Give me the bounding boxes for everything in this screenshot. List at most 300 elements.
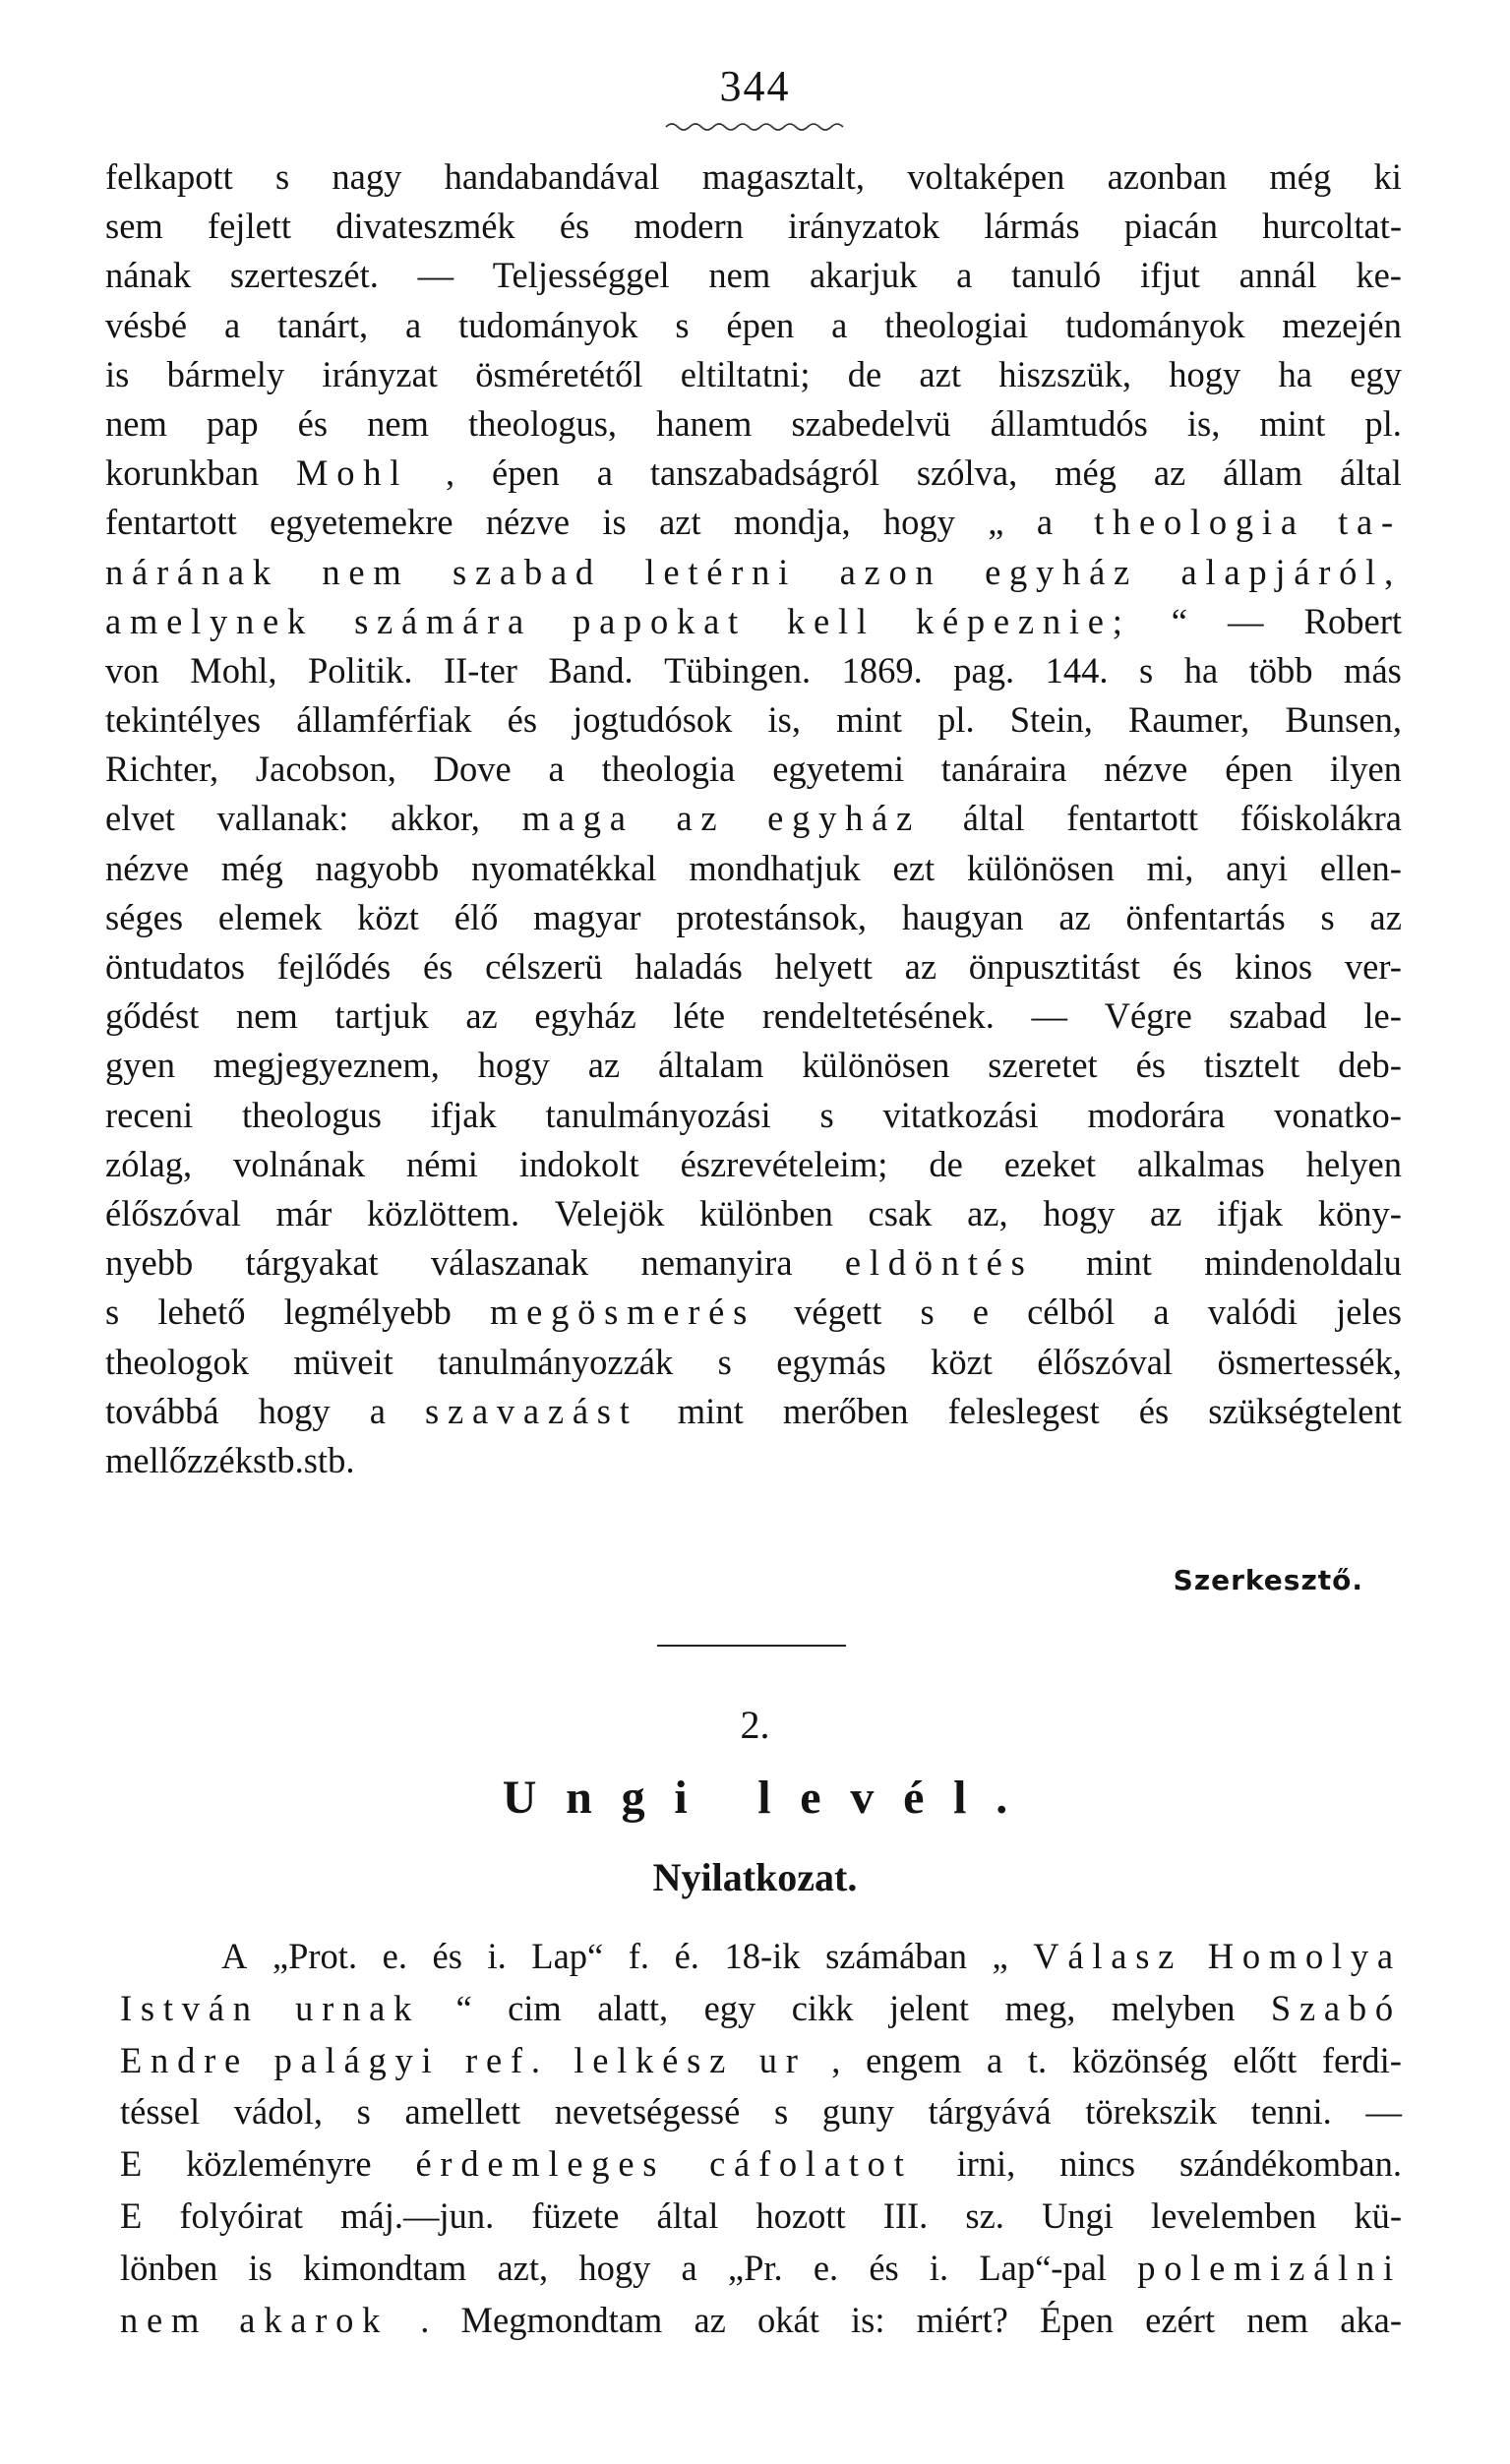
text-word: azon	[839, 551, 942, 592]
text-word: palágyi	[273, 2039, 441, 2080]
text-word: megösmerés	[490, 1292, 756, 1333]
text-word: a	[987, 2039, 1003, 2080]
text-word: előtt	[1233, 2039, 1298, 2080]
text-word: tartjuk	[334, 995, 429, 1037]
text-line	[105, 449, 1402, 498]
text-word: s	[675, 304, 690, 345]
text-word: é.	[674, 1936, 699, 1976]
text-word: irányzatok	[788, 206, 940, 247]
text-word: de	[847, 353, 882, 394]
text-word: élő	[453, 896, 499, 937]
text-word: tanuló	[1011, 255, 1102, 296]
text-word: le-	[1363, 995, 1402, 1037]
text-word: protestánsok,	[676, 896, 868, 937]
text-word: feleslegest	[947, 1390, 1100, 1431]
text-word: azonban	[1107, 156, 1228, 197]
text-word: haugyan	[901, 896, 1024, 937]
text-word: tudományok	[1064, 304, 1245, 345]
text-word: .	[420, 2299, 430, 2340]
section-subtitle: Nyilatkozat.	[652, 1855, 858, 1899]
text-word: tekintélyes	[105, 699, 262, 741]
text-word: “	[1171, 600, 1187, 641]
text-line	[105, 745, 1402, 794]
text-word: az,	[967, 1192, 1008, 1233]
text-word: ezeket	[1003, 1143, 1096, 1184]
text-word: más	[1344, 649, 1402, 691]
text-word: egyház	[985, 551, 1138, 592]
text-word: ilyen	[1329, 749, 1402, 790]
text-line	[105, 695, 1402, 745]
text-word: egy	[703, 1987, 756, 2028]
text-word: számára	[354, 600, 532, 641]
text-word: alapjáról,	[1180, 551, 1402, 592]
text-word: a	[369, 1390, 386, 1431]
text-word: egyház	[767, 798, 922, 839]
text-word: legmélyebb	[283, 1292, 452, 1333]
text-word: közönség	[1071, 2039, 1208, 2080]
text-word: Teljességgel	[492, 255, 670, 296]
text-word: tenni.	[1250, 2091, 1332, 2133]
text-word: ezért	[1145, 2299, 1216, 2340]
text-line	[105, 1288, 1402, 1337]
text-word: léte	[673, 995, 726, 1037]
text-word: tanárt,	[276, 304, 369, 345]
text-word: szerteszét.	[229, 255, 379, 296]
text-line	[120, 2191, 1402, 2243]
text-word: pap	[206, 402, 259, 444]
text-word: theologia	[1094, 502, 1305, 543]
text-word: az	[1153, 452, 1186, 494]
section-divider	[657, 1645, 846, 1647]
text-line	[105, 498, 1402, 547]
text-word: ellen-	[1319, 847, 1402, 888]
text-line	[105, 1140, 1402, 1189]
text-word: tanáraira	[940, 749, 1067, 790]
text-word: célszerü	[485, 946, 603, 987]
text-word: 1869.	[841, 649, 923, 691]
text-word: t.	[1027, 2039, 1048, 2080]
text-line	[105, 844, 1402, 893]
text-word: mi,	[1146, 847, 1194, 888]
text-word: azt,	[497, 2247, 549, 2288]
text-word: nyomatékkal	[471, 847, 657, 888]
text-line	[105, 992, 1402, 1041]
text-word: cim	[508, 1987, 562, 2028]
text-word: mindenoldalu	[1204, 1242, 1402, 1284]
text-word: szükségtelent	[1208, 1390, 1402, 1431]
text-word: elvet	[105, 798, 175, 839]
text-line	[105, 1189, 1402, 1238]
text-word: modorára	[1087, 1094, 1226, 1135]
text-word: stb.	[303, 1439, 355, 1480]
text-word: a	[223, 304, 241, 345]
text-word: maga	[521, 798, 634, 839]
text-word: cáfolatot	[709, 2143, 913, 2185]
text-word: is,	[767, 699, 801, 741]
text-word: amellett	[404, 2091, 521, 2133]
text-word: e.	[382, 1936, 407, 1976]
text-word: „	[992, 1936, 1008, 1976]
text-word: és	[432, 1936, 462, 1976]
text-line	[105, 893, 1402, 942]
text-word: célból	[1027, 1292, 1116, 1333]
text-line	[105, 251, 1402, 300]
text-word: szabad	[1229, 995, 1327, 1037]
text-word: egyetemekre	[270, 502, 453, 543]
text-word: ferdi-	[1321, 2039, 1402, 2080]
text-word: II-ter	[443, 649, 517, 691]
text-word: nem	[105, 402, 167, 444]
text-word: már	[275, 1192, 332, 1233]
text-word: pl.	[1364, 402, 1402, 444]
text-word: Stein,	[1009, 699, 1093, 741]
text-word: folyóirat	[179, 2194, 304, 2236]
text-word: nézve	[105, 847, 190, 888]
text-word: egymás	[776, 1341, 886, 1382]
text-word: tisztelt	[1203, 1045, 1300, 1086]
text-word: hogy	[1169, 353, 1241, 394]
text-word: azt	[919, 353, 961, 394]
text-word: füzete	[531, 2194, 620, 2236]
text-word: s	[1138, 649, 1154, 691]
text-word: annál	[1238, 255, 1317, 296]
text-word: nézve	[1104, 749, 1188, 790]
text-word: ösméretétől	[475, 353, 643, 394]
text-word: élőszóval	[1037, 1341, 1174, 1382]
text-word: az	[694, 2299, 726, 2340]
page-number: 344	[719, 62, 791, 110]
text-word: fentartott	[105, 502, 237, 543]
text-word: von	[105, 649, 159, 691]
text-word: fejlett	[207, 206, 292, 247]
text-word: divateszmék	[335, 206, 515, 247]
text-word: máj.—jun.	[340, 2194, 495, 2236]
text-word: és	[1135, 1045, 1166, 1086]
text-word: és	[297, 402, 329, 444]
text-word: —	[1228, 600, 1264, 641]
text-line	[120, 1931, 1402, 1983]
text-word: lehető	[157, 1292, 246, 1333]
text-word: aka-	[1340, 2299, 1402, 2340]
text-word: theologia	[601, 749, 736, 790]
text-word: Megmondtam	[460, 2299, 663, 2340]
text-word: theologus	[242, 1094, 382, 1135]
text-word: lármás	[984, 206, 1080, 247]
text-word: főiskolákra	[1239, 798, 1402, 839]
text-word: sz.	[965, 2194, 1004, 2236]
text-word: még	[1269, 156, 1332, 197]
text-word: 144.	[1045, 649, 1109, 691]
text-word: közt	[931, 1341, 993, 1382]
text-word: fejlődés	[276, 946, 392, 987]
text-word: gődést	[105, 995, 200, 1037]
text-line	[120, 2086, 1402, 2138]
text-word: 18-ik	[724, 1936, 801, 1976]
text-word: papokat	[573, 600, 747, 641]
text-block-declaration	[120, 1931, 1402, 2346]
text-word: vallanak:	[216, 798, 349, 839]
text-word: által	[962, 798, 1025, 839]
text-word: élőszóval	[105, 1192, 241, 1233]
text-word: épen	[492, 452, 560, 494]
text-word: müveit	[293, 1341, 393, 1382]
text-word: s	[1320, 896, 1335, 937]
text-word: theologus,	[467, 402, 618, 444]
text-word: hogy	[1043, 1192, 1116, 1233]
text-word: e.	[813, 2247, 839, 2288]
text-word: egy	[1350, 353, 1402, 394]
text-word: jogtudósok	[573, 699, 733, 741]
text-word: mint	[1085, 1242, 1152, 1284]
section-title: Ungi levél.	[502, 1772, 1038, 1824]
text-word: közleményre	[186, 2143, 372, 2185]
text-line	[120, 2138, 1402, 2191]
text-word: s	[819, 1094, 834, 1135]
text-word: korunkban	[105, 452, 260, 494]
text-word: rendeltetésének.	[761, 995, 995, 1037]
text-line	[105, 548, 1402, 597]
text-word: mondhatjuk	[689, 847, 861, 888]
text-word: nyebb	[105, 1242, 194, 1284]
text-word: Mohl,	[190, 649, 277, 691]
text-word: a	[596, 452, 613, 494]
text-word: alkalmas	[1136, 1143, 1265, 1184]
text-word: tárgyakat	[245, 1242, 379, 1284]
text-word: kimondtam	[303, 2247, 467, 2288]
text-word: állam	[1223, 452, 1303, 494]
text-word: Bunsen,	[1285, 699, 1402, 741]
text-word: i.	[487, 1936, 507, 1976]
text-word: és	[559, 206, 590, 247]
section-number: 2.	[740, 1703, 770, 1747]
text-word: tanszabadságról	[649, 452, 879, 494]
text-word: miért?	[916, 2299, 1008, 2340]
text-word: általam	[657, 1045, 764, 1086]
text-word: s	[920, 1292, 935, 1333]
text-word: Dove	[433, 749, 512, 790]
text-word: ,	[831, 2039, 841, 2080]
text-word: akarjuk	[809, 255, 918, 296]
text-word: ur	[758, 2039, 807, 2080]
text-word: A	[221, 1936, 248, 1976]
text-word: vádol,	[233, 2091, 323, 2133]
text-word: épen	[726, 304, 795, 345]
text-word: engem	[866, 2039, 962, 2080]
text-word: a	[1036, 502, 1061, 543]
text-word: nagyobb	[315, 847, 440, 888]
text-word: ifjak	[1217, 1192, 1284, 1233]
text-word: azt	[659, 502, 701, 543]
text-word: hogy	[882, 502, 955, 543]
text-word: Politik.	[307, 649, 413, 691]
text-word: nának	[105, 255, 192, 296]
text-word: cikk	[791, 1987, 854, 2028]
text-word: és	[1138, 1390, 1170, 1431]
text-line	[120, 2243, 1402, 2295]
text-word: is	[602, 502, 627, 543]
text-line	[105, 597, 1402, 646]
text-word: modern	[634, 206, 744, 247]
text-word: —	[1365, 2091, 1402, 2133]
text-word: Válasz	[1033, 1936, 1183, 1976]
text-word: nárának	[105, 551, 279, 592]
text-word: Lap“-pal	[979, 2247, 1108, 2288]
text-word: önpusztitást	[968, 946, 1141, 987]
text-word: a	[405, 304, 422, 345]
text-word: Szabó	[1270, 1987, 1402, 2028]
text-word: válaszanak	[431, 1242, 589, 1284]
text-word: “	[455, 1987, 472, 2028]
text-word: az	[1150, 1192, 1182, 1233]
text-word: ösmertessék,	[1217, 1341, 1402, 1382]
text-word: ta-	[1338, 502, 1402, 543]
text-word: anyi	[1226, 847, 1289, 888]
text-word: magasztalt,	[701, 156, 865, 197]
text-word: gyen	[105, 1045, 175, 1086]
text-word: nemanyira	[640, 1242, 793, 1284]
text-word: nem	[322, 551, 410, 592]
text-word: nem	[120, 2299, 209, 2340]
text-line	[105, 794, 1402, 843]
text-word: irányzat	[322, 353, 438, 394]
text-word: és	[422, 946, 453, 987]
text-word: letérni	[644, 551, 798, 592]
text-word: közt	[357, 896, 419, 937]
text-word: által	[1340, 452, 1402, 494]
text-word: az	[1058, 896, 1091, 937]
text-word: piacán	[1123, 206, 1218, 247]
text-word: államtudós	[990, 402, 1148, 444]
text-word: mezején	[1282, 304, 1402, 345]
text-word: nem	[1246, 2299, 1309, 2340]
text-word: is:	[851, 2299, 885, 2340]
text-word: urnak	[295, 1987, 421, 2028]
text-word: de	[929, 1143, 963, 1184]
text-word: melyben	[1111, 1987, 1236, 2028]
text-word: ifjak	[430, 1094, 497, 1135]
text-word: az	[587, 1045, 621, 1086]
text-word: köny-	[1317, 1192, 1402, 1233]
text-word: i.	[929, 2247, 949, 2288]
text-word: f.	[628, 1936, 650, 1976]
text-word: hogy	[578, 2247, 651, 2288]
text-word: és	[869, 2247, 899, 2288]
text-word: kinos	[1235, 946, 1313, 987]
text-line	[105, 942, 1402, 992]
text-word: akkor,	[391, 798, 480, 839]
text-word: s	[105, 1292, 120, 1333]
text-word: ke-	[1356, 255, 1402, 296]
text-word: továbbá	[105, 1390, 219, 1431]
text-word: deb-	[1338, 1045, 1402, 1086]
text-word: Végre	[1104, 995, 1192, 1037]
text-word: ,	[446, 452, 455, 494]
text-word: sem	[105, 206, 163, 247]
text-word: ref.	[465, 2039, 549, 2080]
text-word: nem	[235, 995, 298, 1037]
text-word: Raumer,	[1128, 699, 1250, 741]
text-word: által	[656, 2194, 719, 2236]
text-word: okát	[757, 2299, 819, 2340]
text-word: receni	[105, 1094, 194, 1135]
text-word: Homolya	[1207, 1936, 1402, 1976]
text-word: Velejök	[554, 1192, 665, 1233]
wavy-rule-ornament-icon	[664, 120, 846, 134]
text-word: —	[1031, 995, 1067, 1037]
text-word: szabedelvü	[791, 402, 951, 444]
text-word: és	[1172, 946, 1203, 987]
text-word: eltiltatni;	[680, 353, 811, 394]
text-word: hogy	[477, 1045, 550, 1086]
text-word: államférfiak	[296, 699, 472, 741]
text-word: elemek	[217, 896, 323, 937]
text-word: hurcoltat-	[1262, 206, 1402, 247]
text-word: ha	[1183, 649, 1219, 691]
text-word: bármely	[166, 353, 285, 394]
text-word: nincs	[1059, 2143, 1136, 2185]
text-word: vitatkozási	[882, 1094, 1039, 1135]
text-word: számában	[825, 1936, 967, 1976]
text-word: érdemleges	[415, 2143, 666, 2185]
text-word: téssel	[120, 2091, 201, 2133]
text-word: séges	[105, 896, 184, 937]
text-line	[120, 1983, 1402, 2035]
text-word: polemizálni	[1137, 2247, 1402, 2288]
text-word: helyett	[774, 946, 873, 987]
text-word: helyen	[1305, 1143, 1402, 1184]
text-word: épen	[1225, 749, 1294, 790]
text-word: lönben	[120, 2247, 218, 2288]
text-line	[120, 2035, 1402, 2087]
text-word: Lap“	[531, 1936, 604, 1976]
text-word: szavazást	[425, 1390, 638, 1431]
text-word: Mohl	[295, 452, 409, 494]
text-word: István	[120, 1987, 260, 2028]
text-word: tanulmányozási	[545, 1094, 771, 1135]
text-word: öntudatos	[105, 946, 245, 987]
text-line	[105, 1387, 1402, 1436]
text-word: észrevételeim;	[680, 1143, 888, 1184]
text-word: nevetségessé	[554, 2091, 741, 2133]
text-word: Robert	[1303, 600, 1402, 641]
text-line	[105, 301, 1402, 350]
text-word: ezt	[892, 847, 936, 888]
text-word: szólva,	[916, 452, 1018, 494]
text-line	[105, 1338, 1402, 1387]
text-word: a	[681, 2247, 697, 2288]
text-word: pag.	[953, 649, 1015, 691]
text-word: ki	[1373, 156, 1402, 197]
text-word: egyház	[534, 995, 636, 1037]
text-word: a	[956, 255, 973, 296]
text-word: szeretet	[988, 1045, 1098, 1086]
text-word: Band.	[548, 649, 634, 691]
text-word: több	[1248, 649, 1313, 691]
text-word: nem	[708, 255, 771, 296]
text-word: tárgyává	[928, 2091, 1052, 2133]
signature-editor: Szerkesztő.	[1173, 1564, 1363, 1596]
text-word: haladás	[634, 946, 743, 987]
text-word: mint	[1259, 402, 1326, 444]
text-word: képeznie;	[915, 600, 1131, 641]
text-word: Endre	[120, 2039, 249, 2080]
text-word: megjegyeznem,	[212, 1045, 440, 1086]
text-word: az	[904, 946, 937, 987]
text-word: alatt,	[597, 1987, 669, 2028]
text-word: mondja,	[733, 502, 851, 543]
text-word: önfentartás	[1125, 896, 1286, 937]
text-word: Richter,	[105, 749, 219, 790]
